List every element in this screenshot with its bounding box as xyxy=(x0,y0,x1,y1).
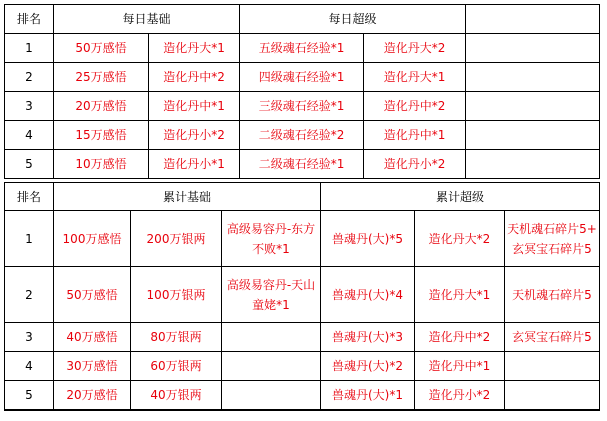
empty-cell xyxy=(505,352,600,381)
reward-cell: 造化丹中*2 xyxy=(415,323,505,352)
reward-cell-multiline xyxy=(505,211,600,267)
reward-cell: 50万感悟 xyxy=(54,34,149,63)
table-row xyxy=(5,34,600,63)
reward-cell: 50万感悟 xyxy=(54,267,131,323)
reward-cell: 造化丹大*2 xyxy=(415,211,505,267)
daily-rewards-table xyxy=(4,4,600,179)
rank-cell: 4 xyxy=(5,121,54,150)
table-row xyxy=(5,92,600,121)
reward-cell: 100万银两 xyxy=(131,267,222,323)
reward-cell: 造化丹小*1 xyxy=(149,150,240,179)
reward-cell: 四级魂石经验*1 xyxy=(240,63,364,92)
empty-cell xyxy=(505,381,600,411)
cumulative-rewards-table xyxy=(4,182,600,411)
reward-cell: 五级魂石经验*1 xyxy=(240,34,364,63)
rank-cell: 3 xyxy=(5,92,54,121)
reward-cell: 玄冥宝石碎片5 xyxy=(505,323,600,352)
cumulative-header-row xyxy=(5,183,600,211)
reward-cell: 60万银两 xyxy=(131,352,222,381)
empty-cell xyxy=(466,92,600,121)
reward-cell: 25万感悟 xyxy=(54,63,149,92)
rank-cell: 3 xyxy=(5,323,54,352)
reward-cell: 造化丹大*1 xyxy=(364,63,466,92)
reward-cell: 造化丹小*2 xyxy=(415,381,505,411)
rank-cell: 1 xyxy=(5,34,54,63)
table-row xyxy=(5,150,600,179)
rank-cell: 2 xyxy=(5,267,54,323)
reward-cell: 造化丹小*2 xyxy=(364,150,466,179)
reward-cell: 造化丹中*2 xyxy=(149,63,240,92)
empty-cell xyxy=(466,63,600,92)
reward-line: 童姥*1 xyxy=(252,297,290,312)
table-row xyxy=(5,267,600,323)
reward-line: 天机魂石碎片5+ xyxy=(507,221,597,236)
reward-cell: 造化丹中*2 xyxy=(364,92,466,121)
rank-cell: 5 xyxy=(5,150,54,179)
reward-cell: 80万银两 xyxy=(131,323,222,352)
rank-cell: 4 xyxy=(5,352,54,381)
reward-cell: 天机魂石碎片5 xyxy=(505,267,600,323)
reward-cell: 造化丹中*1 xyxy=(415,352,505,381)
table-row xyxy=(5,352,600,381)
reward-cell: 100万感悟 xyxy=(54,211,131,267)
reward-cell: 造化丹中*1 xyxy=(149,92,240,121)
reward-cell: 20万感悟 xyxy=(54,381,131,411)
reward-cell: 兽魂丹(大)*1 xyxy=(321,381,415,411)
reward-cell: 兽魂丹(大)*5 xyxy=(321,211,415,267)
reward-cell: 二级魂石经验*2 xyxy=(240,121,364,150)
header-daily-super: 每日超级 xyxy=(240,5,466,34)
reward-cell: 兽魂丹(大)*4 xyxy=(321,267,415,323)
header-empty xyxy=(466,5,600,34)
table-row xyxy=(5,323,600,352)
reward-cell: 兽魂丹(大)*2 xyxy=(321,352,415,381)
reward-cell: 兽魂丹(大)*3 xyxy=(321,323,415,352)
empty-cell xyxy=(222,381,321,411)
reward-cell-multiline xyxy=(222,267,321,323)
header-daily-basic: 每日基础 xyxy=(54,5,240,34)
reward-cell: 二级魂石经验*1 xyxy=(240,150,364,179)
reward-cell: 造化丹大*1 xyxy=(149,34,240,63)
reward-cell: 15万感悟 xyxy=(54,121,149,150)
empty-cell xyxy=(222,323,321,352)
empty-cell xyxy=(466,34,600,63)
rank-cell: 5 xyxy=(5,381,54,411)
reward-cell: 30万感悟 xyxy=(54,352,131,381)
reward-cell: 40万银两 xyxy=(131,381,222,411)
daily-header-row xyxy=(5,5,600,34)
reward-cell: 造化丹小*2 xyxy=(149,121,240,150)
empty-cell xyxy=(222,352,321,381)
header-cumulative-super: 累计超级 xyxy=(321,183,600,211)
empty-cell xyxy=(466,121,600,150)
reward-cell: 40万感悟 xyxy=(54,323,131,352)
header-cumulative-basic: 累计基础 xyxy=(54,183,321,211)
reward-line: 玄冥宝石碎片5 xyxy=(512,241,592,256)
table-row xyxy=(5,63,600,92)
reward-line: 高级易容丹-天山 xyxy=(226,277,316,292)
rank-cell: 2 xyxy=(5,63,54,92)
reward-cell: 造化丹大*2 xyxy=(364,34,466,63)
reward-cell-multiline xyxy=(222,211,321,267)
table-row xyxy=(5,381,600,411)
header-rank: 排名 xyxy=(5,183,54,211)
reward-cell: 造化丹中*1 xyxy=(364,121,466,150)
header-rank: 排名 xyxy=(5,5,54,34)
rank-cell: 1 xyxy=(5,211,54,267)
reward-cell: 200万银两 xyxy=(131,211,222,267)
reward-line: 高级易容丹-东方 xyxy=(226,221,316,236)
reward-cell: 造化丹大*1 xyxy=(415,267,505,323)
reward-cell: 20万感悟 xyxy=(54,92,149,121)
reward-cell: 10万感悟 xyxy=(54,150,149,179)
reward-line: 不败*1 xyxy=(252,241,290,256)
table-row xyxy=(5,121,600,150)
table-row xyxy=(5,211,600,267)
empty-cell xyxy=(466,150,600,179)
reward-cell: 三级魂石经验*1 xyxy=(240,92,364,121)
